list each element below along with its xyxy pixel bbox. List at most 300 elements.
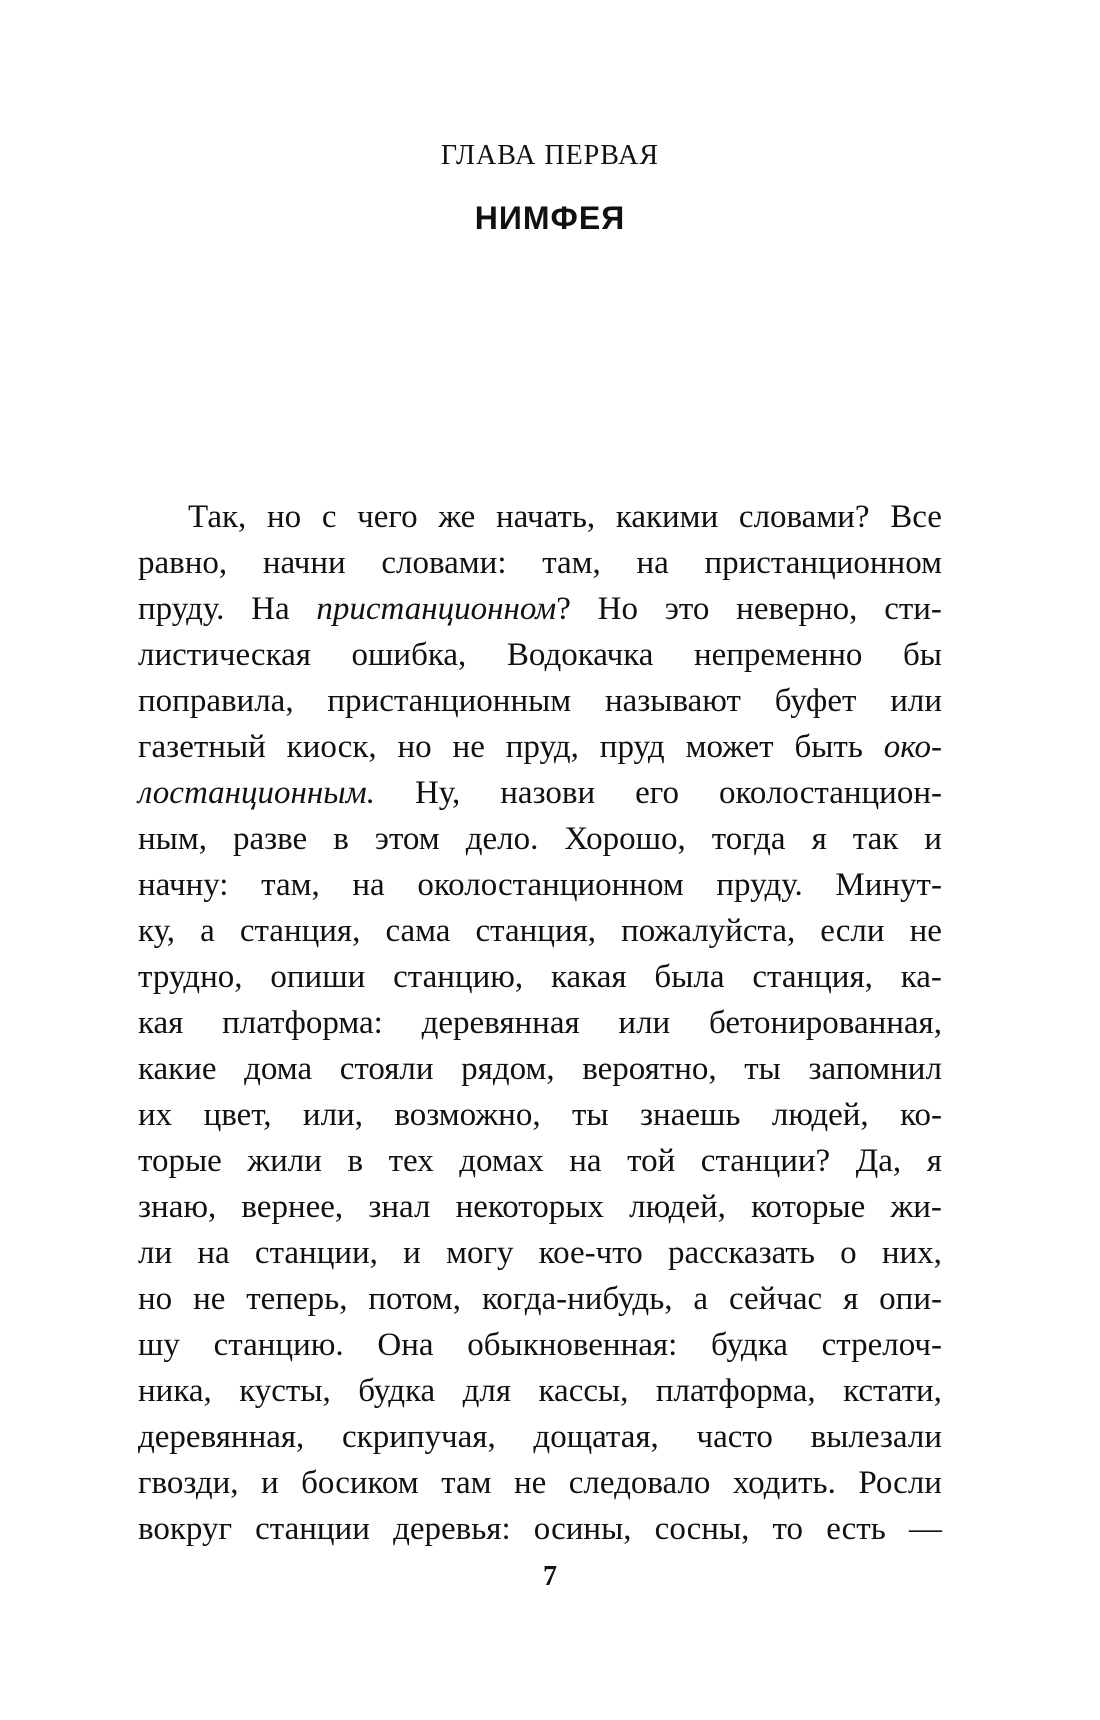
text-line [138, 724, 942, 770]
word [466, 816, 539, 862]
word [629, 1184, 726, 1230]
word-text: могу [446, 1235, 514, 1271]
word [890, 1184, 941, 1230]
word [138, 1460, 239, 1506]
word [453, 724, 485, 770]
word-text: трудно, [138, 959, 243, 995]
word [811, 1414, 942, 1460]
word-text: была [654, 959, 725, 995]
word [656, 1368, 816, 1414]
text-line [138, 816, 942, 862]
text-line [138, 1184, 942, 1230]
text-line [138, 494, 942, 540]
text-line [138, 540, 942, 586]
word-text: не [193, 1281, 226, 1317]
word [204, 1092, 272, 1138]
word-text: гвозди, [138, 1465, 239, 1501]
word [882, 1230, 942, 1276]
word-text: пожалуйста, [621, 913, 796, 949]
text-line [138, 770, 942, 816]
word-text: Все [890, 499, 942, 535]
word-text: теперь, [246, 1281, 348, 1317]
word-text: какие [138, 1051, 217, 1087]
word-text: я [811, 821, 827, 857]
word [500, 770, 595, 816]
word-text: о [840, 1235, 857, 1271]
chapter-title: НИМФЕЯ [474, 200, 626, 236]
word-text: дома [244, 1051, 313, 1087]
word-text: кое-что [538, 1235, 643, 1271]
word [261, 862, 320, 908]
word-text: начать, [496, 499, 596, 535]
word [138, 1000, 183, 1046]
word-text: пристанционным [327, 683, 572, 719]
word-text: может [685, 729, 774, 765]
text-line [138, 908, 942, 954]
word [375, 816, 440, 862]
word [138, 1046, 217, 1092]
text-line [138, 586, 942, 632]
word-text: этом [374, 821, 440, 857]
word-text: скрипучая, [342, 1419, 496, 1455]
word [751, 1184, 865, 1230]
word-text: и [403, 1235, 421, 1271]
word [138, 1184, 216, 1230]
word-text: сти- [884, 591, 942, 627]
word [835, 862, 942, 908]
body-text [138, 494, 942, 1552]
word-text: околостанцион- [719, 775, 942, 811]
word [368, 1276, 461, 1322]
word-text: шу [138, 1327, 180, 1363]
word [138, 908, 175, 954]
word-text: листическая [138, 637, 311, 673]
word [618, 1000, 670, 1046]
word [138, 586, 224, 632]
word [772, 1092, 869, 1138]
word-text: ты [572, 1097, 609, 1133]
word [711, 1322, 788, 1368]
word-text: а [200, 913, 215, 949]
word [733, 1460, 836, 1506]
word-text: сосны, [654, 1511, 750, 1547]
word [403, 1230, 421, 1276]
word-text: вокруг [138, 1511, 232, 1547]
word-text: рядом, [461, 1051, 555, 1087]
word-text: равно, [138, 545, 228, 581]
word [506, 724, 579, 770]
word [352, 862, 384, 908]
word-text: тогда [711, 821, 786, 857]
word [551, 954, 627, 1000]
word [239, 1368, 331, 1414]
word-text: кстати, [843, 1373, 942, 1409]
word [368, 1184, 430, 1230]
word-text: знаешь [640, 1097, 741, 1133]
word [385, 908, 450, 954]
text-line [138, 1276, 942, 1322]
word-text: сейчас [728, 1281, 823, 1317]
word-text: называют [604, 683, 741, 719]
text-line [138, 954, 942, 1000]
word-text: ли [138, 1235, 173, 1271]
word-text: станция, [475, 913, 597, 949]
word-text: возможно, [394, 1097, 541, 1133]
word [476, 908, 597, 954]
word-text: Но [597, 591, 638, 627]
word [890, 494, 942, 540]
word-text: ты [744, 1051, 781, 1087]
word-text: — [908, 1511, 942, 1547]
word [138, 678, 294, 724]
word [542, 540, 601, 586]
word-text: околостанционном [417, 867, 684, 903]
word-text: пристанционном [704, 545, 942, 581]
text-line [138, 862, 942, 908]
word-text: так [852, 821, 899, 857]
word [539, 1230, 643, 1276]
word-text: сама [385, 913, 451, 949]
word-text: них, [881, 1235, 942, 1271]
word-text: тех [388, 1143, 434, 1179]
text-line [138, 1322, 942, 1368]
word-text: какая [551, 959, 627, 995]
word-text: и [924, 821, 942, 857]
word [843, 1368, 942, 1414]
word [357, 494, 417, 540]
word [233, 816, 307, 862]
word [621, 908, 795, 954]
word [514, 1460, 546, 1506]
word [903, 632, 942, 678]
page-number: 7 [543, 1561, 557, 1592]
word [910, 908, 942, 954]
word-text: некоторых [455, 1189, 604, 1225]
word [843, 1276, 858, 1322]
word [927, 1138, 942, 1184]
word [138, 1368, 212, 1414]
word [222, 1000, 383, 1046]
word [251, 586, 289, 632]
word [884, 724, 942, 770]
word [456, 1184, 604, 1230]
text-line [138, 678, 942, 724]
word-text: знал [368, 1189, 431, 1225]
word-text: ходить. [732, 1465, 836, 1501]
word-text: но [138, 1281, 173, 1317]
word [381, 540, 506, 586]
word-text: пруд, [505, 729, 579, 765]
word [826, 1506, 886, 1552]
word-text: стрелоч- [821, 1327, 942, 1363]
word [422, 1000, 580, 1046]
word-text: рассказать [667, 1235, 815, 1271]
word-text: ошибка, [351, 637, 467, 673]
word [582, 1046, 716, 1092]
word [729, 1276, 822, 1322]
word [263, 540, 346, 586]
word-text: буфет [774, 683, 857, 719]
word-text: вероятно, [582, 1051, 717, 1087]
italic-text: лостанционным. [138, 775, 375, 811]
word-text: или, [302, 1097, 363, 1133]
word [138, 816, 207, 862]
word-text: торые [138, 1143, 222, 1179]
word-text: там, [261, 867, 320, 903]
word [840, 1230, 857, 1276]
word [467, 1322, 677, 1368]
word-text: там [441, 1465, 492, 1501]
word-text: той [627, 1143, 676, 1179]
word [775, 678, 857, 724]
word-text: если [820, 913, 885, 949]
word-text: босиком [301, 1465, 419, 1501]
word [635, 770, 679, 816]
word [744, 1046, 781, 1092]
word-text: Водокачка [506, 637, 654, 673]
word [138, 862, 228, 908]
word [569, 1138, 601, 1184]
word [438, 494, 475, 540]
word-text: ника, [138, 1373, 212, 1409]
italic-text: око- [883, 729, 942, 765]
word-text: станции? [700, 1143, 831, 1179]
word [719, 770, 942, 816]
word-text: обыкновенная: [467, 1327, 678, 1363]
word-text: деревянная [421, 1005, 580, 1041]
word-text: кассы, [538, 1373, 629, 1409]
word-text: газетный [138, 729, 266, 765]
word [261, 1460, 279, 1506]
word [812, 816, 827, 862]
word [598, 586, 638, 632]
word [267, 494, 301, 540]
word [415, 770, 460, 816]
word-text: это [664, 591, 710, 627]
word [393, 1506, 511, 1552]
word-text: ко- [900, 1097, 942, 1133]
word [138, 954, 243, 1000]
word [389, 1138, 434, 1184]
word [347, 1138, 363, 1184]
word [572, 1092, 609, 1138]
word [853, 816, 899, 862]
word [627, 1138, 675, 1184]
italic-text: пристанционном [316, 591, 557, 627]
word-text: кая [138, 1005, 184, 1041]
word-text: опиши [270, 959, 366, 995]
word [197, 1230, 229, 1276]
word [482, 1276, 673, 1322]
word-text: там, [542, 545, 601, 581]
word [138, 724, 266, 770]
word [697, 1414, 773, 1460]
word-text: разве [232, 821, 308, 857]
word-text: а [693, 1281, 709, 1317]
word [820, 908, 884, 954]
word-text: станция, [752, 959, 873, 995]
word [138, 540, 227, 586]
word-text: не [452, 729, 485, 765]
word-text: поправила, [138, 683, 294, 719]
text-line [138, 1000, 942, 1046]
word-text: опи- [879, 1281, 942, 1317]
word-text: бетонированная, [708, 1005, 942, 1041]
word-text: станции, [254, 1235, 378, 1271]
word [858, 1460, 942, 1506]
word [564, 816, 685, 862]
word [138, 1506, 232, 1552]
word-text: назови [500, 775, 596, 811]
word [808, 1046, 941, 1092]
word-text: словами: [381, 545, 507, 581]
word-text: будка [358, 1373, 436, 1409]
word [539, 1368, 629, 1414]
word [397, 724, 431, 770]
word-text: Да, [855, 1143, 902, 1179]
word [701, 1138, 830, 1184]
word-text: Ну, [414, 775, 461, 811]
word [900, 1092, 942, 1138]
word-text: людей, [771, 1097, 869, 1133]
word [534, 1506, 632, 1552]
word [340, 1046, 434, 1092]
word-text: бы [903, 637, 942, 673]
word [716, 862, 802, 908]
word-text: то [772, 1511, 804, 1547]
word-text: ка- [900, 959, 942, 995]
word [138, 1138, 222, 1184]
text-line [138, 1506, 942, 1552]
word-text: следовало [568, 1465, 711, 1501]
word-text: станцию. [213, 1327, 344, 1363]
word-text: цвет, [203, 1097, 272, 1133]
word-text: на [352, 867, 385, 903]
word-text: его [635, 775, 680, 811]
word-text: не [513, 1465, 547, 1501]
word-text: станцию, [393, 959, 524, 995]
word [640, 1092, 740, 1138]
word-text: станция, [239, 913, 361, 949]
word [188, 494, 246, 540]
word [247, 1138, 322, 1184]
word [303, 1092, 363, 1138]
word-text: или [890, 683, 942, 719]
word [244, 1046, 312, 1092]
word [138, 1230, 172, 1276]
word-text: киоск, [286, 729, 377, 765]
word-text: вылезали [810, 1419, 942, 1455]
word [712, 816, 786, 862]
word-text: но [397, 729, 432, 765]
word [214, 1322, 344, 1368]
text-line [138, 1046, 942, 1092]
word [394, 1092, 540, 1138]
word-text: запомнил [808, 1051, 942, 1087]
word [739, 494, 870, 540]
word-text: платформа: [222, 1005, 383, 1041]
word-text: я [926, 1143, 942, 1179]
word-text: но [266, 499, 302, 535]
word [270, 954, 365, 1000]
word [461, 1046, 554, 1092]
word-text: начни [262, 545, 346, 581]
word-text: непременно [693, 637, 863, 673]
word-text: дело. [465, 821, 539, 857]
word-text: будка [710, 1327, 788, 1363]
chapter-label: ГЛАВА ПЕРВАЯ [440, 140, 660, 171]
word-text: осины, [533, 1511, 632, 1547]
text-line [138, 1138, 942, 1184]
word [301, 1460, 419, 1506]
word-text: и [261, 1465, 279, 1501]
word-text: словами? [738, 499, 870, 535]
word [240, 908, 361, 954]
word [333, 816, 349, 862]
word-text: неверно, [736, 591, 858, 627]
word [255, 1506, 370, 1552]
word-text: или [618, 1005, 671, 1041]
word [655, 1506, 750, 1552]
word [322, 494, 337, 540]
word-text: в [333, 821, 349, 857]
word-text: людей, [629, 1189, 726, 1225]
word-text: ку, [138, 913, 176, 949]
word-text: с [321, 499, 337, 535]
word [794, 724, 862, 770]
word [884, 586, 942, 632]
text-line [138, 632, 942, 678]
word [138, 1414, 304, 1460]
word [694, 632, 862, 678]
word [636, 540, 668, 586]
word-text: когда-нибудь, [481, 1281, 673, 1317]
text-line [138, 1460, 942, 1506]
word [600, 724, 665, 770]
word-text: их [138, 1097, 173, 1133]
word [668, 1230, 815, 1276]
word-text: На [251, 591, 290, 627]
word [393, 954, 523, 1000]
word-text: жи- [890, 1189, 942, 1225]
word-text: пруду. [716, 867, 803, 903]
word-text: которые [751, 1189, 866, 1225]
word [654, 954, 724, 1000]
word-text: Росли [858, 1465, 942, 1501]
word [752, 954, 873, 1000]
word-text: для [462, 1373, 512, 1409]
word [463, 1368, 511, 1414]
word [496, 494, 595, 540]
word [327, 678, 571, 724]
word [377, 1322, 433, 1368]
word [138, 632, 311, 678]
word-text: стояли [339, 1051, 434, 1087]
word [569, 1460, 711, 1506]
word-text: быть [794, 729, 863, 765]
word-text: на [197, 1235, 230, 1271]
word-text: ным, [138, 821, 207, 857]
word-text: вернее, [241, 1189, 344, 1225]
word-text: пруд [599, 729, 665, 765]
word [200, 908, 215, 954]
word [856, 1138, 901, 1184]
word [193, 1276, 225, 1322]
word [342, 1414, 496, 1460]
word [241, 1184, 343, 1230]
word-text: дощатая, [533, 1419, 659, 1455]
word [459, 1138, 543, 1184]
